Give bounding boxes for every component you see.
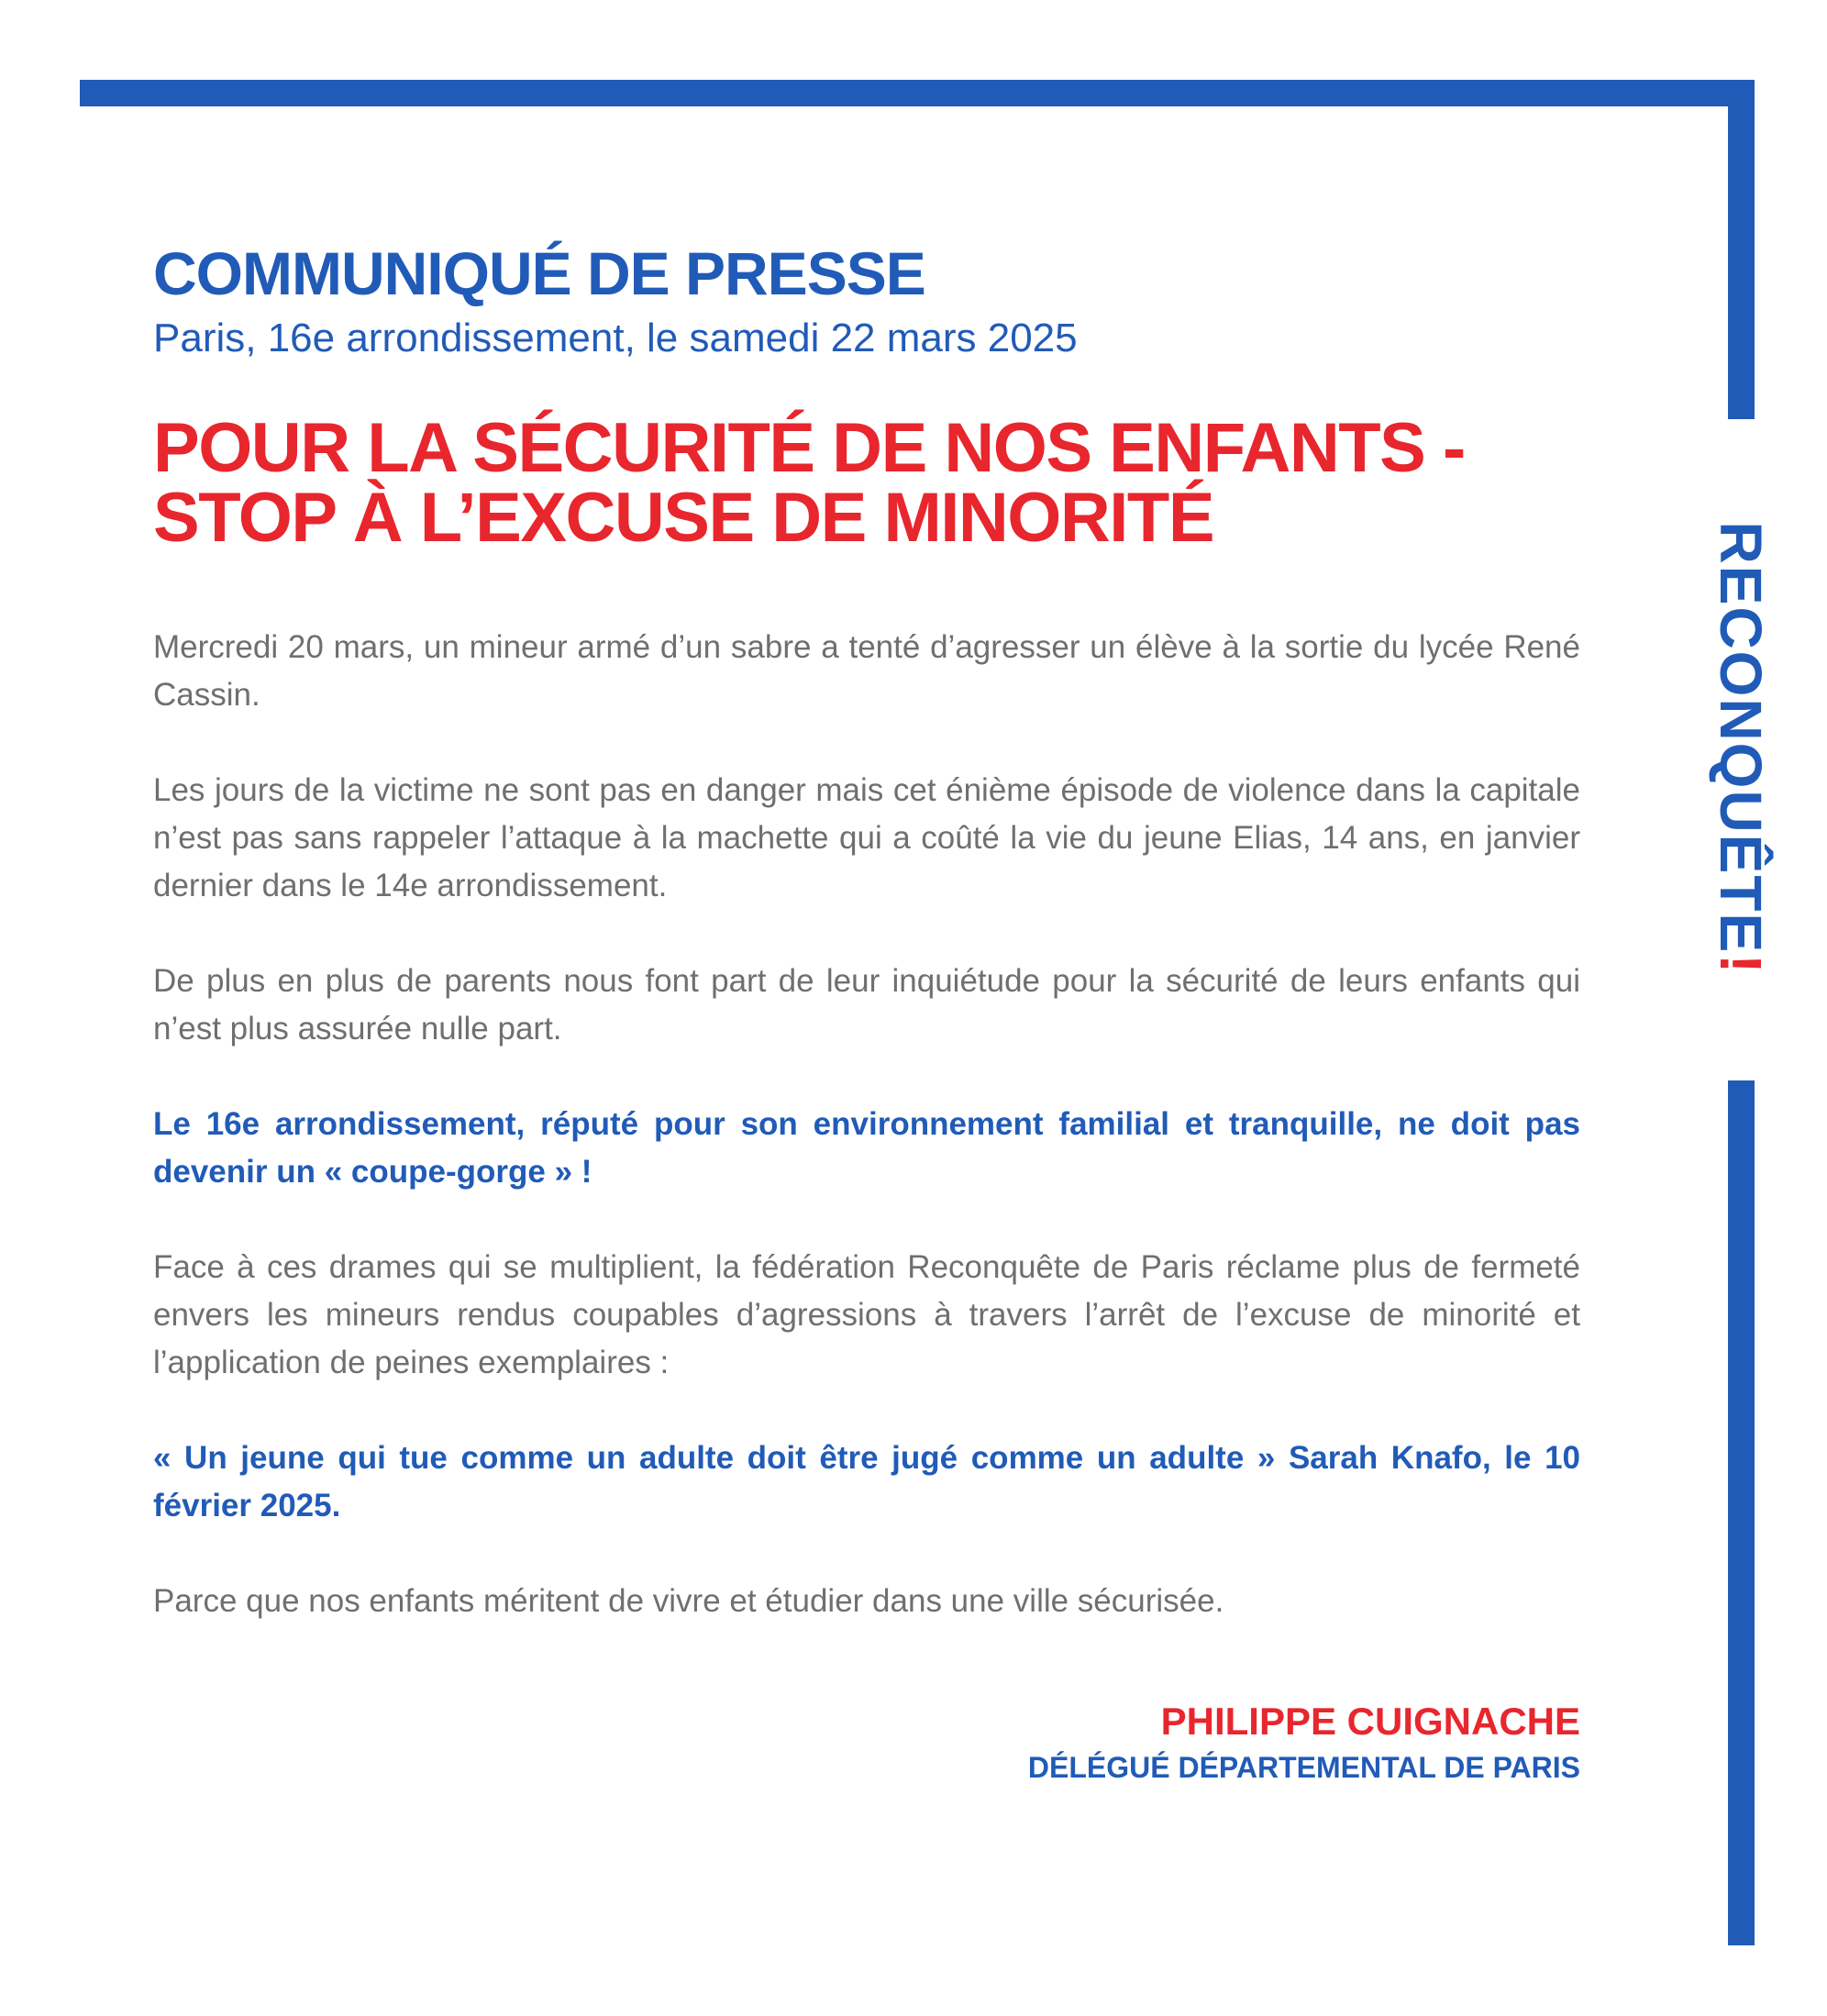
frame-top-bar xyxy=(80,80,1755,106)
headline xyxy=(153,409,1580,558)
reconquete-logo xyxy=(1708,521,1774,976)
dateline: Paris, 16e arrondissement, le samedi 22 mars 2025 xyxy=(153,315,1078,360)
document-type-title: COMMUNIQUÉ DE PRESSE xyxy=(153,239,925,307)
body-text xyxy=(153,624,1580,1625)
frame-right-bar-lower xyxy=(1728,1080,1755,1945)
signatory-role: DÉLÉGUÉ DÉPARTEMENTAL DE PARIS xyxy=(1027,1751,1580,1785)
frame-right-bar-upper xyxy=(1728,80,1755,419)
press-release-content xyxy=(153,240,1580,1673)
paragraph-demand: Face à ces drames qui se multiplient, la fédération Reconquête de Paris réclame plus de fermeté envers les mineurs rendus coupables d’agressions à travers l’arrêt de l’excuse de minorité et l’application de peines exemplaires : xyxy=(153,1249,1580,1381)
paragraph-context: Les jours de la victime ne sont pas en danger mais cet énième épisode de violence dans la capitale n’est pas sans rappeler l’attaque à la machette qui a coûté la vie du jeune Elias, 14 ans, en janvier dernier dans le 14e arrondissement. xyxy=(153,772,1580,904)
signatory-name: PHILIPPE CUIGNACHE xyxy=(1160,1700,1580,1743)
headline-line-1: POUR LA SÉCURITÉ DE NOS ENFANTS - xyxy=(153,409,1465,488)
signature-block xyxy=(1028,1699,1580,1786)
paragraph-incident: Mercredi 20 mars, un mineur armé d’un sabre a tenté d’agresser un élève à la sortie du lycée René Cassin. xyxy=(153,629,1580,714)
logo-exclamation-mark: ! xyxy=(1708,954,1774,976)
headline-line-2: STOP À L’EXCUSE DE MINORITÉ xyxy=(153,479,1214,558)
paragraph-quote: « Un jeune qui tue comme un adulte doit être jugé comme un adulte » Sarah Knafo, le 10 février 2025. xyxy=(153,1440,1580,1524)
paragraph-emphasis: Le 16e arrondissement, réputé pour son environnement familial et tranquille, ne doit pas devenir un « coupe-gorge » ! xyxy=(153,1106,1580,1191)
logo-text: RECONQUÊTE xyxy=(1708,521,1774,955)
paragraph-closing: Parce que nos enfants méritent de vivre et étudier dans une ville sécurisée. xyxy=(153,1583,1224,1620)
paragraph-parents: De plus en plus de parents nous font part de leur inquiétude pour la sécurité de leurs enfants qui n’est plus assurée nulle part. xyxy=(153,963,1580,1047)
